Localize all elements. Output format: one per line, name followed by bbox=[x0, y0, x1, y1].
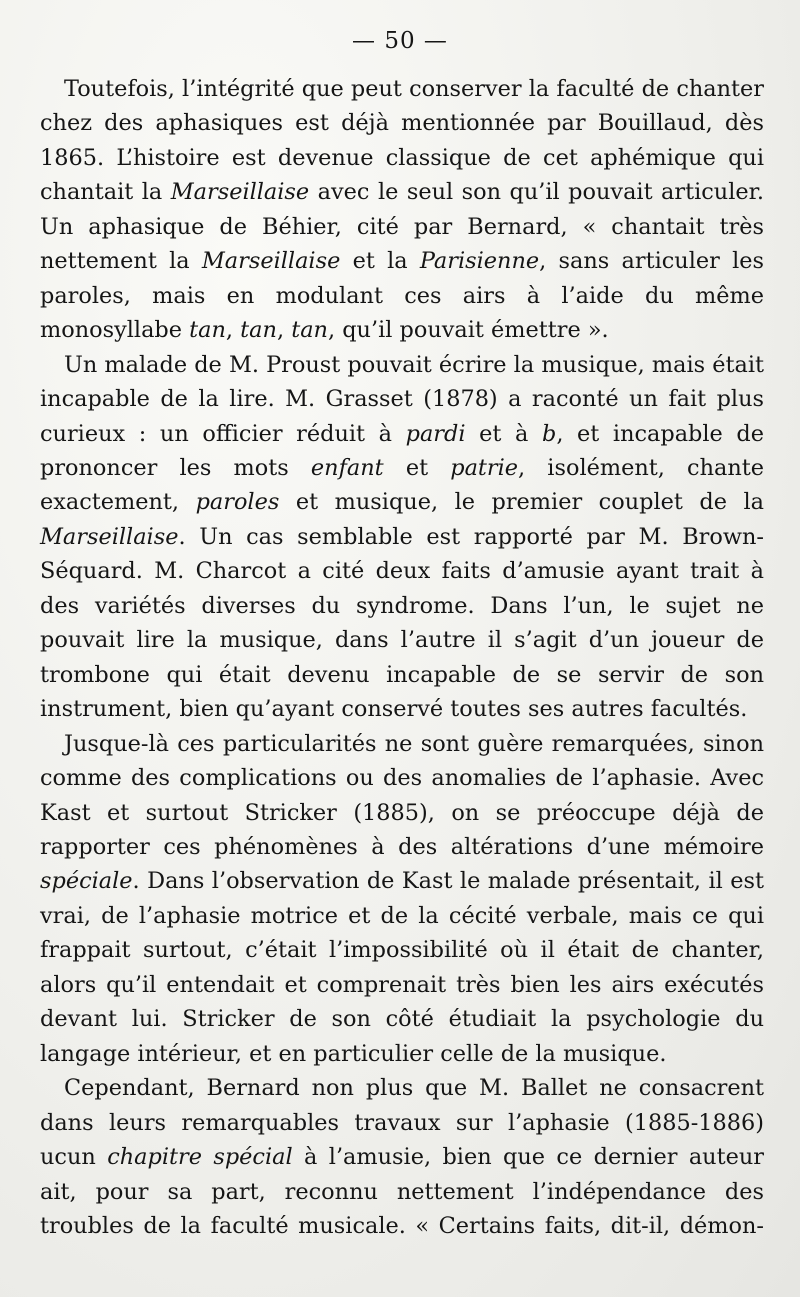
italic-text: tan bbox=[189, 317, 226, 344]
italic-text: patrie bbox=[450, 454, 519, 481]
text-run: avec le seul son qu’il pouvait articuler. Un aphasique de Béhier, cité par Bernard, « chantait très nettement la bbox=[40, 179, 765, 275]
text-run: et bbox=[383, 454, 451, 481]
text-run: . Dans l’observation de Kast le malade présentait, il est vrai, de l’aphasie motrice et de la cécité verbale, mais ce qui frappait surtout, c’était l’impossibilité où il était de chanter, alors qu’il entendait et comprenait très bien les airs exécutés devant lui. Stricker de son côté étudiait la psychologie du langage intérieur, et en particulier celle de la musique. bbox=[40, 868, 764, 1067]
italic-text: Marseillaise bbox=[201, 248, 341, 275]
text-run: , isolément, chante exactement, bbox=[40, 454, 765, 516]
text-run: . Un cas semblable est rapporté par M. Brown-Séquard. M. Charcot a cité deux faits d’amusie ayant trait à des variétés diverses du syndrome. Dans l’un, le sujet ne pouvait lire la musique, dans l’autre il s’agit d’un joueur de trombone qui était devenu incapable de se servir de son instrument, bien qu’ayant conservé toutes ses autres facultés. bbox=[40, 523, 764, 723]
text-run: , bbox=[276, 317, 292, 344]
text-run: , qu’il pouvait émettre ». bbox=[327, 317, 609, 344]
text-run: et la bbox=[340, 248, 420, 275]
text-run: Cependant, Bernard non plus que M. Ballet ne consacrent dans leurs remarquables travaux sur l’aphasie (1885-1886) ucun bbox=[40, 1075, 764, 1171]
italic-text: paroles bbox=[195, 489, 280, 516]
text-run: et à bbox=[465, 420, 542, 447]
italic-text: tan bbox=[291, 317, 328, 344]
text-run: à l’amusie, bien que ce dernier auteur ait, pour sa part, reconnu nettement l’indépendance des troubles de la faculté musicale. « Certains faits, dit-il, démon- bbox=[40, 1144, 764, 1239]
paragraph bbox=[40, 348, 764, 727]
paragraph bbox=[40, 727, 764, 1072]
italic-text: Marseillaise bbox=[40, 523, 179, 550]
italic-text: pardi bbox=[405, 420, 466, 447]
text-run: , sans articuler les paroles, mais en modulant ces airs à l’aide du même monosyllabe bbox=[40, 248, 764, 344]
text-run: Toutefois, l’intégrité que peut conserver la faculté de chanter chez des aphasiques est déjà mentionnée par Bouillaud, dès 1865. L’histoire est devenue classique de cet aphémique qui chantait la bbox=[40, 76, 764, 206]
paragraph bbox=[40, 1071, 764, 1243]
italic-text: Parisienne bbox=[419, 248, 540, 275]
body-text bbox=[40, 72, 764, 1243]
paragraph bbox=[40, 72, 764, 348]
italic-text: spéciale bbox=[40, 868, 133, 895]
italic-text: Marseillaise bbox=[170, 179, 310, 206]
text-run: , et incapable de prononcer les mots bbox=[40, 420, 765, 481]
text-run: , bbox=[225, 317, 241, 344]
text-run: Un malade de M. Proust pouvait écrire la musique, mais était incapable de la lire. M. Grasset (1878) a raconté un fait plus curieux : un officier réduit à bbox=[40, 351, 764, 447]
text-run: Jusque-là ces particularités ne sont guère remarquées, sinon comme des complications ou des anomalies de l’aphasie. Avec Kast et surtout Stricker (1885), on se préoccupe déjà de rapporter ces phénomènes à des altérations d’une mémoire bbox=[40, 730, 764, 860]
text-run: et musique, le premier couplet de la bbox=[279, 489, 764, 516]
page-number: — 50 — bbox=[352, 28, 448, 54]
italic-text: chapitre spécial bbox=[107, 1144, 293, 1171]
italic-text: enfant bbox=[310, 454, 384, 481]
italic-text: tan bbox=[240, 317, 277, 344]
italic-text: b bbox=[541, 420, 557, 447]
